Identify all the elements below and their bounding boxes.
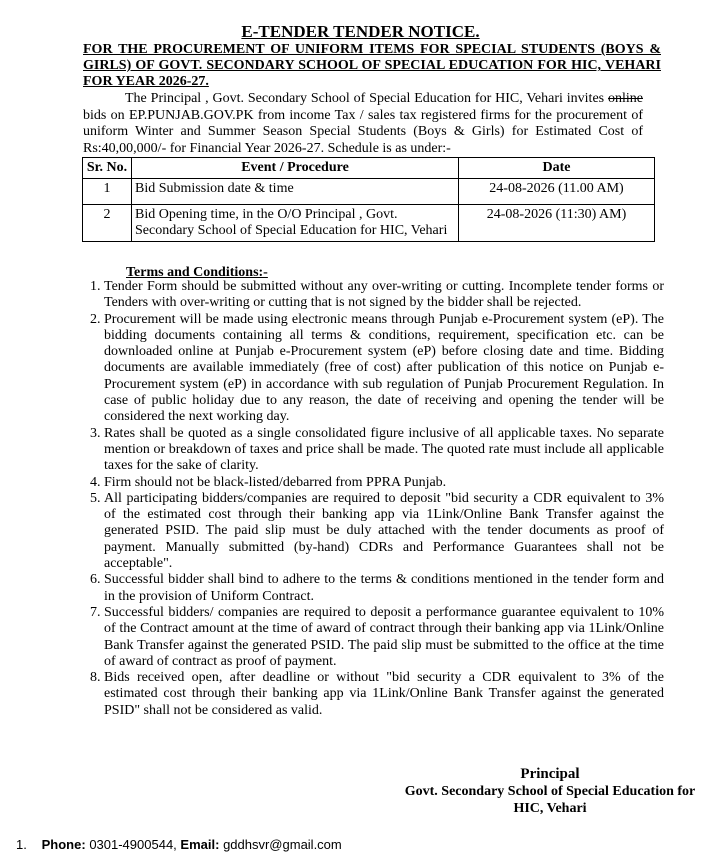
intro-struck-word: online — [608, 91, 643, 106]
row-date: 24-08-2026 (11.00 AM) — [459, 179, 655, 205]
signature-block — [400, 766, 700, 817]
row-event: Bid Submission date & time — [132, 179, 459, 205]
row-sr: 1 — [83, 179, 132, 205]
signature-designation: Principal — [520, 766, 580, 782]
row-event: Bid Opening time, in the O/O Principal , Govt. Secondary School of Special Education for HIC, Vehari — [132, 205, 459, 242]
schedule-table — [82, 157, 655, 242]
term-item: 2. Procurement will be made using electronic means through Punjab e-Procurement system (eP). The bidding documents containing all terms & conditions, requirement, specification etc. can be downloaded online at Punjab e-Procurement system (eP) before closing date and time. Bidding documents are available immediately (free of cost) after publication of this notice on Punjab e-Procurement system (eP) in accordance with sub regulation of Punjab Procurement Regulation. In case of public holiday due to any reason, the date of receiving and opening the tender will be considered the next working day. — [104, 312, 664, 426]
phone-value: 0301-4900544, — [89, 837, 177, 852]
term-item: 1. Tender Form should be submitted without any over-writing or cutting. Incomplete tender forms or Tenders with over-writing or cutting that is not signed by the bidder shall be rejected. — [104, 279, 664, 312]
row-date: 24-08-2026 (11:30) AM) — [459, 205, 655, 242]
terms-heading: Terms and Conditions:- — [126, 265, 268, 280]
contact-number: 1. — [16, 837, 27, 852]
intro-part1: The Principal , Govt. Secondary School of Special Education for HIC, Vehari invites — [125, 91, 608, 106]
term-item: 6. Successful bidder shall bind to adhere to the terms & conditions mentioned in the tender form and in the provision of Uniform Contract. — [104, 572, 664, 605]
signature-line2: HIC, Vehari — [513, 801, 587, 816]
email-label: Email: — [180, 837, 220, 852]
notice-subtitle: FOR THE PROCUREMENT OF UNIFORM ITEMS FOR SPECIAL STUDENTS (BOYS & GIRLS) OF GOVT. SECONDARY SCHOOL OF SPECIAL EDUCATION FOR HIC, VEHARI FOR YEAR 2026-27. — [83, 42, 661, 89]
schedule-row — [83, 205, 655, 242]
term-item: 7. Successful bidders/ companies are required to deposit a performance guarantee equivalent to 10% of the Contract amount at the time of award of contract through their banking app via 1Link/Online Bank Transfer against the generated PSID. The paid slip must be submitted to the office at the time of award of contract as proof of payment. — [104, 605, 664, 670]
term-item: 5. All participating bidders/companies are required to deposit "bid security a CDR equivalent to 3% of the estimated cost through their banking app via 1Link/Online Bank Transfer against the generated PSID. The paid slip must be duly attached with the tender documents as proof of payment. Manually submitted (by-hand) CDRs and Performance Guarantees shall not be acceptable". — [104, 491, 664, 572]
intro-part2: bids on EP.PUNJAB.GOV.PK from income Tax / sales tax registered firms for the procurement of uniform Winter and Summer Season Special Students (Boys & Girls) for Estimated Cost of Rs:40,00,000/- for Financial Year 2026-27. Schedule is as under:- — [83, 107, 643, 156]
header-sr-no: Sr. No. — [83, 158, 132, 179]
schedule-row — [83, 179, 655, 205]
term-item: 8. Bids received open, after deadline or without "bid security a CDR equivalent to 3% of the estimated cost through their banking app via 1Link/Online Bank Transfer against the generated PSID" shall not be considered as valid. — [104, 670, 664, 719]
terms-list — [83, 279, 664, 719]
schedule-header-row — [83, 158, 655, 179]
signature-line1: Govt. Secondary School of Special Education for — [404, 784, 696, 799]
header-event: Event / Procedure — [132, 158, 459, 179]
email-value[interactable]: gddhsvr@gmail.com — [223, 837, 342, 852]
term-item: 4. Firm should not be black-listed/debarred from PPRA Punjab. — [104, 475, 664, 491]
phone-label: Phone: — [41, 837, 86, 852]
row-sr: 2 — [83, 205, 132, 242]
term-item: 3. Rates shall be quoted as a single consolidated figure inclusive of all applicable taxes. No separate mention or breakdown of taxes and price shall be made. The quoted rate must include all applicable taxes for the sake of clarity. — [104, 426, 664, 475]
intro-paragraph — [83, 91, 643, 157]
notice-title: E-TENDER TENDER NOTICE. — [241, 22, 480, 41]
contact-line — [16, 837, 342, 852]
header-date: Date — [459, 158, 655, 179]
